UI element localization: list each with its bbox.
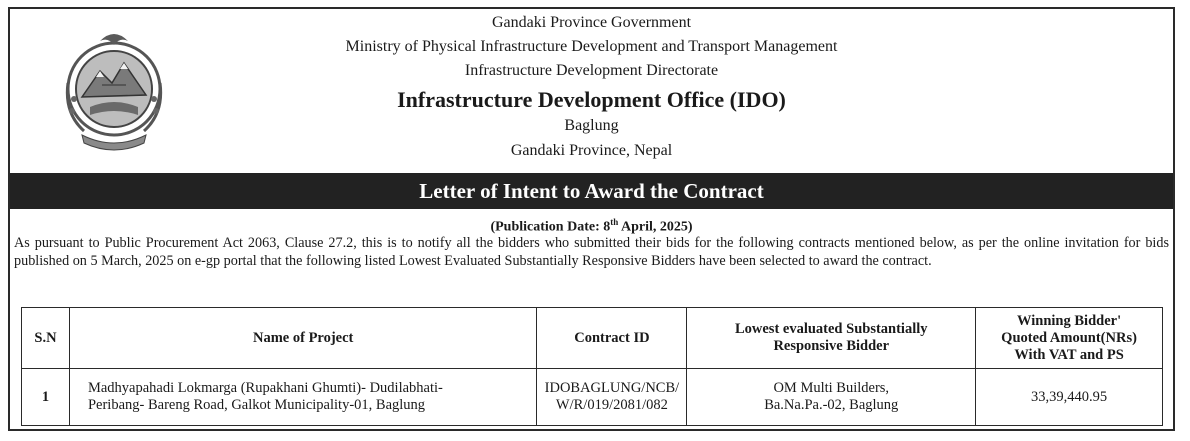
header-amount xyxy=(976,308,1163,369)
header-bidder-line1: Lowest evaluated Substantially xyxy=(734,321,928,337)
header-amount-line3: With VAT and PS xyxy=(1014,346,1124,363)
row-contract-id xyxy=(537,369,687,426)
notice-paragraph: As pursuant to Public Procurement Act 2063, Clause 27.2, this is to notify all the bidders who submitted their bids for the following contracts mentioned below, as per the online invitation for bids published on 5 March, 2025 on e-gp portal that the following listed Lowest Evaluated Substantially Responsive Bidders have been selected to award the contract. xyxy=(14,235,1169,269)
header-bidder xyxy=(687,308,976,369)
publication-date xyxy=(10,217,1173,236)
header-sn: S.N xyxy=(22,308,70,369)
row-amount: 33,39,440.95 xyxy=(976,369,1163,426)
header-project: Name of Project xyxy=(69,308,536,369)
publication-date-rest: April, 2025) xyxy=(618,219,693,235)
header-amount-line1: Winning Bidder' xyxy=(1017,312,1122,329)
letterhead xyxy=(10,9,1173,173)
ministry-name: Ministry of Physical Infrastructure Development and Transport Management xyxy=(345,38,838,55)
publication-date-prefix: (Publication Date: 8 xyxy=(490,219,611,235)
header-amount-line2: Quoted Amount(NRs) xyxy=(1001,329,1137,346)
table-row xyxy=(22,369,1163,426)
header-bidder-line2: Responsive Bidder xyxy=(773,338,890,354)
table-header-row xyxy=(22,308,1163,369)
row-bidder-line2: Ba.Na.Pa.-02, Baglung xyxy=(764,397,899,413)
row-contract-line2: W/R/019/2081/082 xyxy=(555,397,668,413)
row-project-line2: Peribang- Bareng Road, Galkot Municipality-01, Baglung xyxy=(87,397,426,413)
district-name: Baglung xyxy=(564,117,619,134)
row-project xyxy=(69,369,536,426)
publication-date-ordinal: th xyxy=(610,217,619,227)
office-address: Gandaki Province, Nepal xyxy=(510,142,673,159)
government-name: Gandaki Province Government xyxy=(491,14,692,31)
row-bidder-line1: OM Multi Builders, xyxy=(773,380,890,396)
office-name: Infrastructure Development Office (IDO) xyxy=(397,87,786,112)
row-contract-line1: IDOBAGLUNG/NCB/ xyxy=(544,380,680,396)
row-project-line1: Madhyapahadi Lokmarga (Rupakhani Ghumti)- Dudilabhati- xyxy=(87,380,443,396)
row-bidder xyxy=(687,369,976,426)
notice-title-banner: Letter of Intent to Award the Contract xyxy=(10,173,1173,209)
directorate-name: Infrastructure Development Directorate xyxy=(464,62,719,79)
header-contract-id: Contract ID xyxy=(537,308,687,369)
award-table xyxy=(21,307,1163,426)
notice-frame xyxy=(8,7,1175,431)
row-sn: 1 xyxy=(22,369,70,426)
